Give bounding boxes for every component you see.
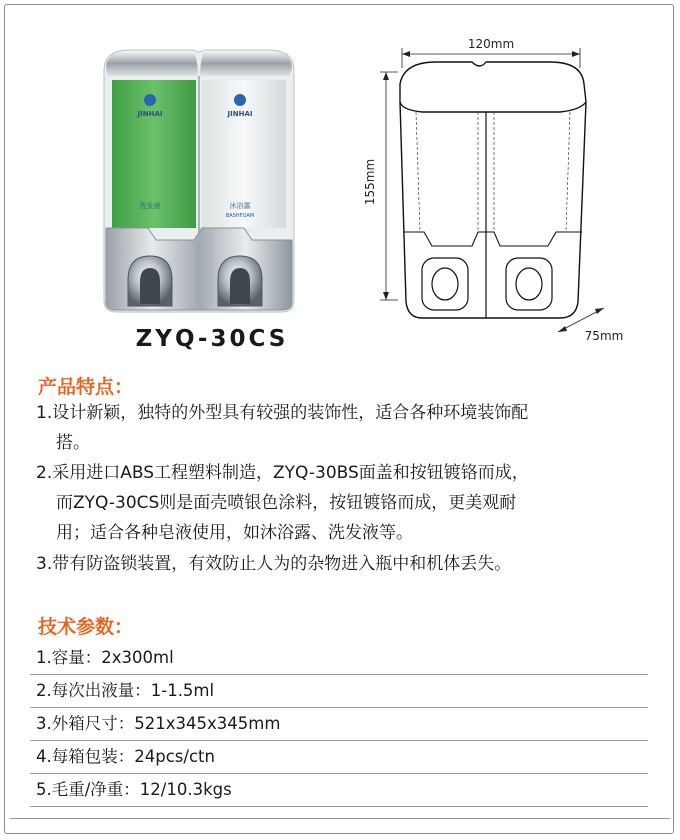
features-title: 产品特点： <box>38 376 134 398</box>
spec-row-dispense: 2.每次出液量：1-1.5ml <box>30 675 648 708</box>
feature-item-1 <box>36 398 666 458</box>
feature-line: 1.设计新颖，独特的外型具有较强的装饰性，适合各种环境装饰配 <box>36 403 529 423</box>
specs-title: 技术参数： <box>38 616 134 638</box>
feature-line: 用；适合各种皂液使用，如沐浴露、洗发液等。 <box>56 523 413 543</box>
feature-line: 3.带有防盗锁装置，有效防止人为的杂物进入瓶中和机体丢失。 <box>36 554 512 574</box>
brand-label-left: JINHAI <box>137 110 163 118</box>
right-bottle-sublabel: BASHFOAM <box>225 213 255 219</box>
feature-item-2 <box>36 458 666 548</box>
product-photo <box>94 40 304 320</box>
spec-row-carton-size: 3.外箱尺寸：521x345x345mm <box>30 708 648 741</box>
feature-line: 搭。 <box>56 433 90 453</box>
brand-label-right: JINHAI <box>227 110 253 118</box>
spec-row-weight: 5.毛重/净重：12/10.3kgs <box>30 774 648 807</box>
spec-row-capacity: 1.容量：2x300ml <box>30 642 648 675</box>
model-number: ZYQ-30CS <box>135 326 289 352</box>
bottom-divider <box>10 818 670 819</box>
right-bottle-label: 沐浴露 <box>229 202 251 210</box>
left-bottle-label: 洗发液 <box>139 202 161 210</box>
spec-row-packing: 4.每箱包装：24pcs/ctn <box>30 741 648 774</box>
feature-item-3 <box>36 549 666 579</box>
width-dimension-label: 120mm <box>467 37 515 51</box>
dimension-drawing <box>360 32 640 347</box>
height-dimension-label: 155mm <box>363 158 377 206</box>
depth-dimension-label: 75mm <box>584 329 624 343</box>
feature-line: 而ZYQ-30CS则是面壳喷银色涂料，按钮镀铬而成，更美观耐 <box>56 493 517 513</box>
feature-line: 2.采用进口ABS工程塑料制造，ZYQ-30BS面盖和按钮镀铬而成， <box>36 463 529 483</box>
